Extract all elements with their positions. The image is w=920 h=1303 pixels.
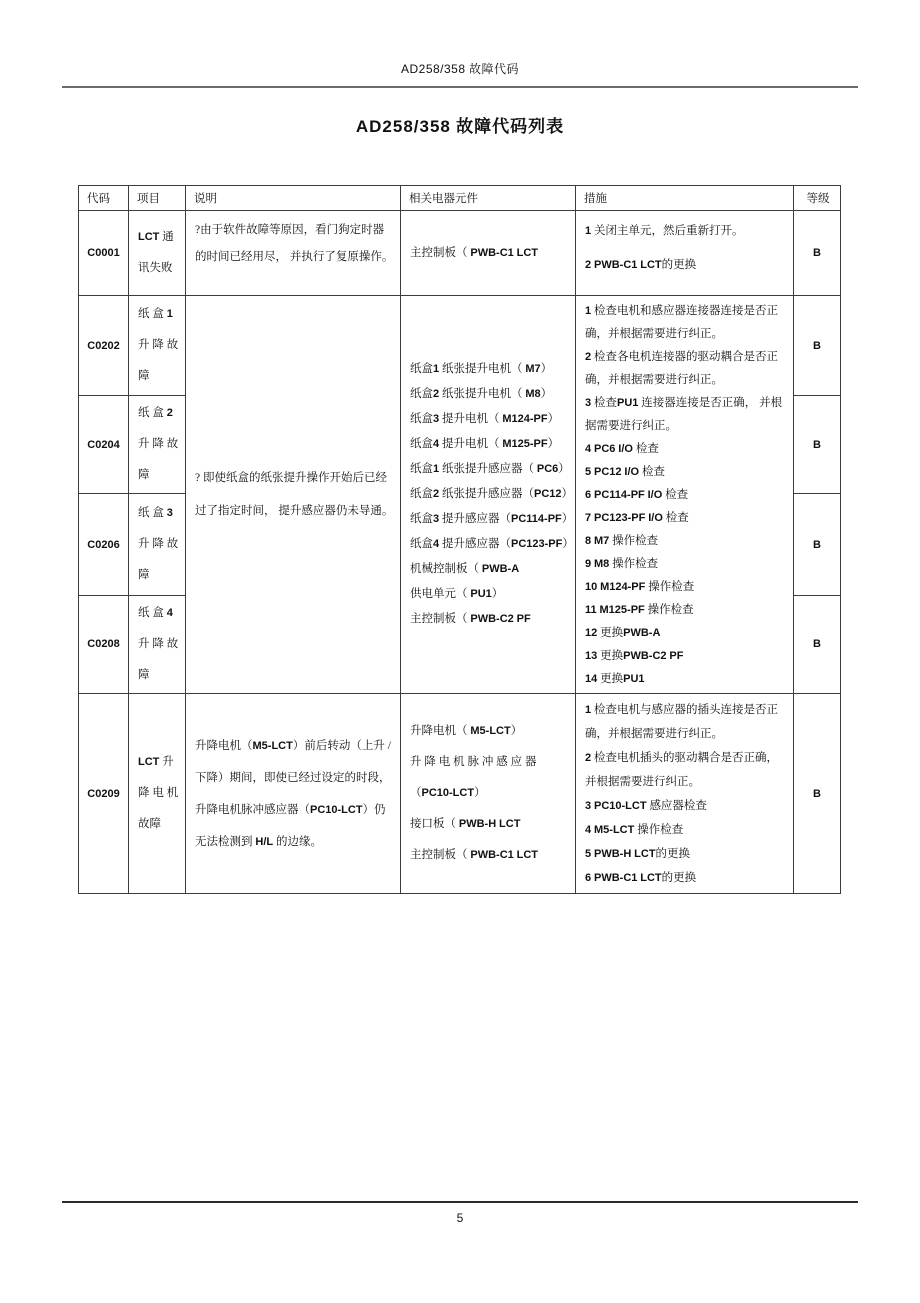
table-row-c0209 [79,694,841,894]
col-header-measures: 措施 [576,186,794,211]
header-rule [62,86,858,88]
page-title: AD258/358 故障代码列表 [355,117,565,136]
level-cell-c0001: B [794,211,841,296]
measures-cell-c0001: 1 关闭主单元，然后重新打开。 2 PWB-C1 LCT的更换 [576,211,794,296]
item-cell-c0209: LCT 升 降 电 机 故障 [129,694,186,894]
description-cell-c0001: ?由于软件故障等原因，看门狗定时器的时间已经用尽， 并执行了复原操作。 [186,211,401,296]
components-cell-c0209: 升降电机（ M5-LCT） 升 降 电 机 脉 冲 感 应 器 （PC10-LCT） 接口板（ PWB-H LCT 主控制板（ PWB-C1 LCT [401,694,576,894]
code-cell-c0001: C0001 [79,211,129,296]
table-header-row [79,186,841,211]
item-cell-c0204: 纸 盒 2 升 降 故 障 [129,396,186,494]
level-cell-c0204: B [794,396,841,494]
fault-code-table [78,185,841,894]
page-number: 5 [456,1211,464,1225]
col-header-code: 代码 [79,186,129,211]
code-cell-c0209: C0209 [79,694,129,894]
item-cell-c0202: 纸 盒 1 升 降 故 障 [129,296,186,396]
running-header: AD258/358 故障代码 [400,62,520,76]
level-cell-c0208: B [794,595,841,693]
description-cell-tray-lift: ? 即使纸盒的纸张提升操作开始后已经过了指定时间， 提升感应器仍未导通。 [186,296,401,694]
components-cell-c0001: 主控制板（ PWB-C1 LCT [401,211,576,296]
footer-rule [62,1201,858,1203]
code-cell-c0208: C0208 [79,595,129,693]
col-header-components: 相关电器元件 [401,186,576,211]
item-cell-c0001: LCT 通 讯失败 [129,211,186,296]
col-header-description: 说明 [186,186,401,211]
components-cell-tray-lift: 纸盒1 纸张提升电机（ M7） 纸盒2 纸张提升电机（ M8） 纸盒3 提升电机（ M124-PF） 纸盒4 提升电机（ M125-PF） 纸盒1 纸张提升感应器（ PC6） 纸盒2 纸张提升感应器（PC12） 纸盒3 提升感应器（PC114-PF） 纸盒4 提升感应器（PC123-PF） 机械控制板（ PWB-A 供电单元（ PU1） 主控制板（ PWB-C2 PF [401,296,576,694]
code-cell-c0202: C0202 [79,296,129,396]
measures-cell-tray-lift: 1 检查电机和感应器连接器连接是否正确，并根据需要进行纠正。 2 检查各电机连接器的驱动耦合是否正确，并根据需要进行纠正。 3 检查PU1 连接器连接是否正确， 并根据需要进行纠正。 4 PC6 I/O 检查 5 PC12 I/O 检查 6 PC114-PF I/O 检查 7 PC123-PF I/O 检查 8 M7 操作检查 9 M8 操作检查 10 M124-PF 操作检查 11 M125-PF 操作检查 12 更换PWB-A 13 更换PWB-C2 PF 14 更换PU1 [576,296,794,694]
measures-cell-c0209: 1 检查电机与感应器的插头连接是否正确，并根据需要进行纠正。 2 检查电机插头的驱动耦合是否正确，并根据需要进行纠正。 3 PC10-LCT 感应器检查 4 M5-LCT 操作检查 5 PWB-H LCT的更换 6 PWB-C1 LCT的更换 [576,694,794,894]
col-header-level: 等级 [794,186,841,211]
code-cell-c0206: C0206 [79,494,129,595]
description-cell-c0209: 升降电机（M5-LCT）前后转动（上升 / 下降）期间，即使已经过设定的时段，升降电机脉冲感应器（PC10-LCT）仍无法检测到 H/L 的边缘。 [186,694,401,894]
table-row-c0202 [79,296,841,396]
table-row-c0001 [79,211,841,296]
col-header-item: 项目 [129,186,186,211]
item-cell-c0206: 纸 盒 3 升 降 故 障 [129,494,186,595]
level-cell-c0206: B [794,494,841,595]
level-cell-c0202: B [794,296,841,396]
level-cell-c0209: B [794,694,841,894]
code-cell-c0204: C0204 [79,396,129,494]
item-cell-c0208: 纸 盒 4 升 降 故 障 [129,595,186,693]
